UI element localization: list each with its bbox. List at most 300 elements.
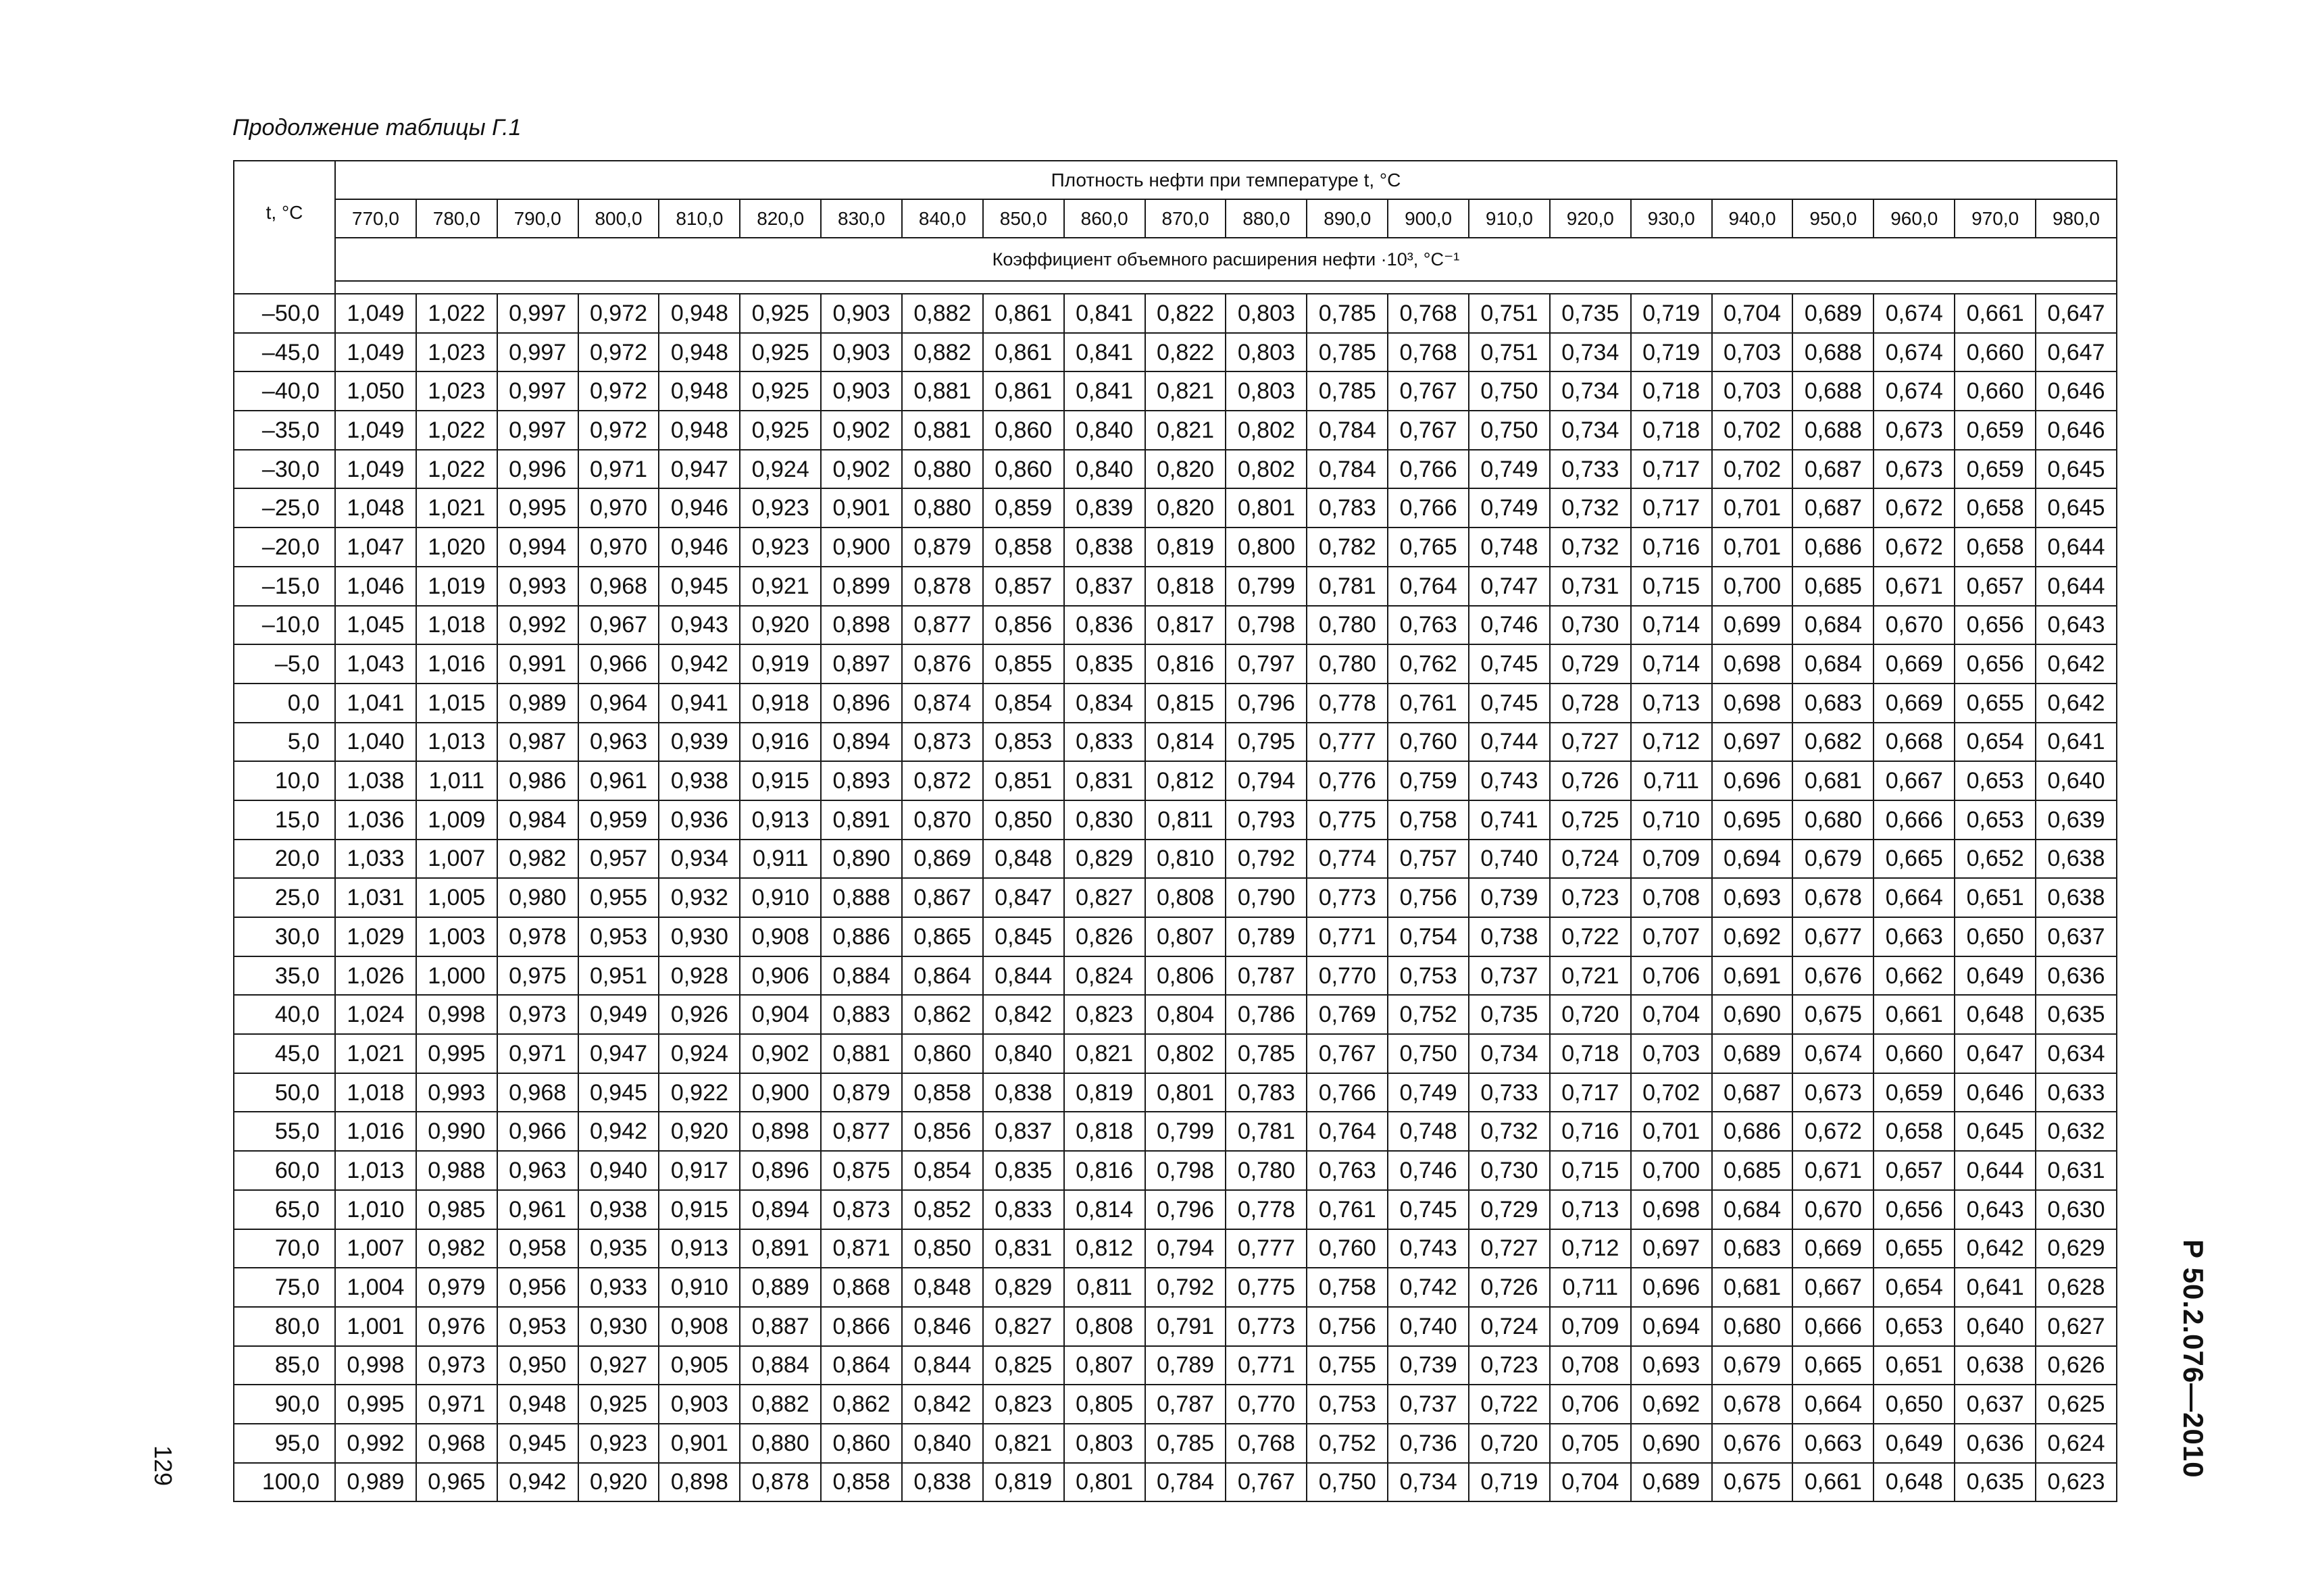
coefficient-cell: 0,816	[1145, 644, 1226, 684]
coefficient-cell: 0,883	[821, 995, 902, 1034]
coefficient-cell: 0,745	[1469, 644, 1550, 684]
coefficient-cell: 0,972	[578, 294, 659, 333]
coefficient-cell: 0,716	[1550, 1112, 1631, 1151]
density-column-header: 870,0	[1145, 199, 1226, 238]
coefficient-cell: 0,785	[1307, 294, 1388, 333]
coefficient-cell: 0,684	[1792, 644, 1873, 684]
coefficient-cell: 0,898	[821, 606, 902, 645]
table-row	[234, 450, 2117, 489]
coefficient-cell: 0,799	[1145, 1112, 1226, 1151]
coefficient-cell: 0,884	[821, 956, 902, 996]
coefficient-cell: 0,644	[2036, 527, 2117, 567]
coefficient-cell: 0,653	[1955, 761, 2036, 800]
coefficient-cell: 0,930	[578, 1307, 659, 1346]
coefficient-cell: 0,881	[821, 1034, 902, 1073]
coefficient-cell: 0,684	[1792, 606, 1873, 645]
coefficient-cell: 0,664	[1792, 1385, 1873, 1424]
coefficient-cell: 1,019	[416, 567, 497, 606]
coefficient-cell: 0,733	[1550, 450, 1631, 489]
coefficient-cell: 0,925	[740, 371, 821, 411]
table-row	[234, 1463, 2117, 1502]
coefficient-cell: 0,686	[1712, 1112, 1793, 1151]
coefficient-cell: 0,992	[497, 606, 578, 645]
coefficient-cell: 0,728	[1550, 684, 1631, 723]
coefficient-cell: 0,669	[1873, 644, 1955, 684]
table-row	[234, 411, 2117, 450]
coefficient-cell: 0,767	[1388, 371, 1469, 411]
coefficient-cell: 0,764	[1388, 567, 1469, 606]
coefficient-cell: 0,777	[1226, 1229, 1307, 1268]
density-column-header: 930,0	[1631, 199, 1712, 238]
coefficient-cell: 0,916	[740, 723, 821, 762]
coefficient-cell: 1,045	[335, 606, 416, 645]
coefficient-cell: 0,786	[1226, 995, 1307, 1034]
coefficient-cell: 0,702	[1631, 1073, 1712, 1112]
coefficient-cell: 0,824	[1064, 956, 1145, 996]
coefficient-cell: 0,874	[902, 684, 983, 723]
coefficient-cell: 0,777	[1307, 723, 1388, 762]
coefficient-cell: 0,861	[983, 333, 1064, 372]
coefficient-cell: 0,908	[740, 917, 821, 956]
coefficient-cell: 0,672	[1792, 1112, 1873, 1151]
coefficient-cell: 0,888	[821, 878, 902, 917]
coefficient-cell: 0,673	[1792, 1073, 1873, 1112]
coefficient-cell: 0,994	[497, 527, 578, 567]
coefficient-cell: 0,716	[1631, 527, 1712, 567]
coefficient-cell: 0,662	[1873, 956, 1955, 996]
coefficient-cell: 0,877	[902, 606, 983, 645]
temperature-cell: 20,0	[234, 840, 335, 879]
coefficient-cell: 0,665	[1873, 840, 1955, 879]
coefficient-cell: 0,797	[1226, 644, 1307, 684]
coefficient-cell: 0,870	[902, 800, 983, 840]
coefficient-cell: 1,023	[416, 333, 497, 372]
coefficient-cell: 0,639	[2036, 800, 2117, 840]
coefficient-cell: 0,722	[1550, 917, 1631, 956]
temperature-cell: –45,0	[234, 333, 335, 372]
coefficient-cell: 0,915	[659, 1190, 740, 1229]
header-gap-row	[234, 281, 2117, 294]
coefficient-cell: 0,766	[1307, 1073, 1388, 1112]
density-column-header: 830,0	[821, 199, 902, 238]
coefficient-cell: 0,785	[1307, 371, 1388, 411]
coefficient-cell: 0,945	[659, 567, 740, 606]
coefficient-cell: 0,774	[1307, 840, 1388, 879]
coefficient-cell: 0,787	[1145, 1385, 1226, 1424]
coefficient-cell: 0,808	[1064, 1307, 1145, 1346]
coefficient-cell: 0,637	[2036, 917, 2117, 956]
coefficient-cell: 0,713	[1631, 684, 1712, 723]
coefficient-cell: 0,761	[1388, 684, 1469, 723]
table-row	[234, 371, 2117, 411]
density-column-header: 800,0	[578, 199, 659, 238]
coefficient-cell: 0,699	[1712, 606, 1793, 645]
coefficient-cell: 0,749	[1388, 1073, 1469, 1112]
coefficient-cell: 0,749	[1469, 488, 1550, 527]
coefficient-cell: 0,875	[821, 1151, 902, 1190]
coefficient-cell: 0,995	[416, 1034, 497, 1073]
coefficient-cell: 0,694	[1631, 1307, 1712, 1346]
coefficient-cell: 0,687	[1712, 1073, 1793, 1112]
coefficient-cell: 0,862	[821, 1385, 902, 1424]
coefficient-cell: 0,791	[1145, 1307, 1226, 1346]
coefficient-cell: 0,647	[2036, 294, 2117, 333]
coefficient-cell: 1,031	[335, 878, 416, 917]
coefficient-cell: 0,860	[983, 411, 1064, 450]
coefficient-cell: 0,812	[1064, 1229, 1145, 1268]
coefficient-cell: 0,858	[983, 527, 1064, 567]
coefficient-cell: 0,927	[578, 1346, 659, 1385]
coefficient-cell: 0,719	[1631, 294, 1712, 333]
coefficient-cell: 0,961	[497, 1190, 578, 1229]
coefficient-cell: 0,768	[1226, 1424, 1307, 1463]
coefficient-cell: 0,989	[497, 684, 578, 723]
coefficient-cell: 1,018	[335, 1073, 416, 1112]
coefficient-cell: 0,641	[1955, 1268, 2036, 1307]
coefficient-cell: 0,690	[1712, 995, 1793, 1034]
coefficient-cell: 0,658	[1955, 527, 2036, 567]
density-column-header: 890,0	[1307, 199, 1388, 238]
coefficient-cell: 0,760	[1307, 1229, 1388, 1268]
coefficient-cell: 0,734	[1550, 371, 1631, 411]
temperature-cell: –25,0	[234, 488, 335, 527]
coefficient-cell: 0,694	[1712, 840, 1793, 879]
coefficient-cell: 0,978	[497, 917, 578, 956]
coefficient-cell: 0,991	[497, 644, 578, 684]
coefficient-cell: 0,646	[2036, 371, 2117, 411]
coefficient-cell: 0,887	[740, 1307, 821, 1346]
coefficient-cell: 0,891	[821, 800, 902, 840]
coefficient-cell: 0,802	[1145, 1034, 1226, 1073]
coefficient-cell: 0,649	[1955, 956, 2036, 996]
temperature-cell: –50,0	[234, 294, 335, 333]
density-column-header: 810,0	[659, 199, 740, 238]
coefficient-cell: 0,919	[740, 644, 821, 684]
coefficient-cell: 0,685	[1792, 567, 1873, 606]
coefficient-cell: 0,650	[1873, 1385, 1955, 1424]
coefficient-cell: 0,845	[983, 917, 1064, 956]
coefficient-cell: 0,982	[497, 840, 578, 879]
coefficient-cell: 0,841	[1064, 294, 1145, 333]
coefficient-cell: 0,698	[1631, 1190, 1712, 1229]
coefficient-cell: 0,633	[2036, 1073, 2117, 1112]
temperature-cell: 75,0	[234, 1268, 335, 1307]
coefficient-cell: 0,703	[1712, 371, 1793, 411]
temperature-cell: 100,0	[234, 1463, 335, 1502]
coefficient-cell: 0,744	[1469, 723, 1550, 762]
table-caption: Продолжение таблицы Г.1	[232, 115, 522, 140]
coefficient-cell: 0,679	[1792, 840, 1873, 879]
coefficient-cell: 0,640	[2036, 761, 2117, 800]
coefficient-cell: 0,911	[740, 840, 821, 879]
coefficient-cell: 0,934	[659, 840, 740, 879]
density-column-header: 840,0	[902, 199, 983, 238]
coefficient-cell: 0,947	[659, 450, 740, 489]
coefficient-cell: 0,811	[1145, 800, 1226, 840]
coefficient-cell: 0,817	[1145, 606, 1226, 645]
coefficient-cell: 0,706	[1550, 1385, 1631, 1424]
coefficient-cell: 0,801	[1145, 1073, 1226, 1112]
coefficient-cell: 0,805	[1064, 1385, 1145, 1424]
coefficient-cell: 0,733	[1469, 1073, 1550, 1112]
table-row	[234, 1112, 2117, 1151]
temperature-cell: 55,0	[234, 1112, 335, 1151]
coefficient-cell: 1,009	[416, 800, 497, 840]
coefficient-cell: 0,753	[1307, 1385, 1388, 1424]
coefficient-cell: 0,830	[1064, 800, 1145, 840]
coefficient-cell: 0,803	[1226, 294, 1307, 333]
coefficient-cell: 1,018	[416, 606, 497, 645]
coefficient-cell: 0,928	[659, 956, 740, 996]
table-row	[234, 1190, 2117, 1229]
coefficient-cell: 0,884	[740, 1346, 821, 1385]
density-column-header: 820,0	[740, 199, 821, 238]
coefficient-cell: 0,636	[1955, 1424, 2036, 1463]
coefficient-cell: 0,821	[983, 1424, 1064, 1463]
coefficient-cell: 0,704	[1550, 1463, 1631, 1502]
coefficient-cell: 0,715	[1631, 567, 1712, 606]
coefficient-cell: 0,764	[1307, 1112, 1388, 1151]
coefficient-cell: 0,936	[659, 800, 740, 840]
coefficient-cell: 0,798	[1145, 1151, 1226, 1190]
coefficient-cell: 0,643	[1955, 1190, 2036, 1229]
coefficient-cell: 1,013	[335, 1151, 416, 1190]
coefficient-cell: 0,758	[1307, 1268, 1388, 1307]
coefficient-cell: 0,643	[2036, 606, 2117, 645]
coefficient-cell: 0,748	[1469, 527, 1550, 567]
coefficient-cell: 0,923	[740, 527, 821, 567]
coefficient-cell: 0,840	[983, 1034, 1064, 1073]
coefficient-cell: 0,657	[1955, 567, 2036, 606]
density-column-header: 940,0	[1712, 199, 1793, 238]
coefficient-cell: 0,986	[497, 761, 578, 800]
coefficient-cell: 0,898	[659, 1463, 740, 1502]
temperature-cell: –5,0	[234, 644, 335, 684]
coefficient-cell: 0,840	[902, 1424, 983, 1463]
coefficient-cell: 0,666	[1792, 1307, 1873, 1346]
coefficient-cell: 0,732	[1550, 488, 1631, 527]
table-row	[234, 333, 2117, 372]
coefficient-cell: 0,997	[497, 333, 578, 372]
coefficient-cell: 0,663	[1792, 1424, 1873, 1463]
coefficient-cell: 0,745	[1388, 1190, 1469, 1229]
coefficient-cell: 0,846	[902, 1307, 983, 1346]
coefficient-cell: 0,861	[983, 371, 1064, 411]
coefficient-cell: 0,669	[1873, 684, 1955, 723]
coefficient-cell: 1,010	[335, 1190, 416, 1229]
page-number: 129	[149, 1445, 177, 1487]
coefficient-cell: 0,799	[1226, 567, 1307, 606]
coefficient-cell: 0,796	[1226, 684, 1307, 723]
coefficient-cell: 0,903	[821, 294, 902, 333]
table-row	[234, 488, 2117, 527]
density-column-header: 970,0	[1955, 199, 2036, 238]
coefficient-cell: 0,689	[1792, 294, 1873, 333]
coefficient-cell: 0,997	[497, 294, 578, 333]
coefficient-cell: 0,720	[1469, 1424, 1550, 1463]
coefficient-cell: 0,910	[659, 1268, 740, 1307]
coefficient-cell: 0,973	[497, 995, 578, 1034]
coefficient-cell: 0,879	[902, 527, 983, 567]
coefficient-cell: 0,943	[659, 606, 740, 645]
coefficient-cell: 0,882	[902, 294, 983, 333]
coefficient-cell: 0,629	[2036, 1229, 2117, 1268]
coefficient-cell: 0,654	[1873, 1268, 1955, 1307]
coefficient-cell: 0,993	[497, 567, 578, 606]
coefficient-cell: 0,910	[740, 878, 821, 917]
table-row	[234, 1073, 2117, 1112]
coefficient-cell: 0,886	[821, 917, 902, 956]
coefficient-cell: 0,755	[1307, 1346, 1388, 1385]
coefficient-cell: 0,792	[1145, 1268, 1226, 1307]
coefficient-cell: 0,871	[821, 1229, 902, 1268]
coefficient-cell: 0,925	[740, 411, 821, 450]
coefficient-cell: 0,742	[1388, 1268, 1469, 1307]
temperature-cell: 95,0	[234, 1424, 335, 1463]
coefficient-cell: 0,787	[1226, 956, 1307, 996]
coefficient-cell: 0,634	[2036, 1034, 2117, 1073]
coefficient-cell: 1,022	[416, 294, 497, 333]
coefficient-cell: 0,656	[1955, 606, 2036, 645]
table-row	[234, 1034, 2117, 1073]
table-row	[234, 1385, 2117, 1424]
coefficient-cell: 0,908	[659, 1307, 740, 1346]
coefficient-cell: 0,658	[1955, 488, 2036, 527]
coefficient-cell: 0,710	[1631, 800, 1712, 840]
coefficient-cell: 0,724	[1469, 1307, 1550, 1346]
coefficient-cell: 0,688	[1792, 371, 1873, 411]
coefficient-cell: 0,704	[1631, 995, 1712, 1034]
coefficient-cell: 1,049	[335, 333, 416, 372]
coefficient-cell: 0,666	[1873, 800, 1955, 840]
coefficient-cell: 0,923	[578, 1424, 659, 1463]
table-row	[234, 840, 2117, 879]
coefficient-cell: 0,803	[1226, 371, 1307, 411]
coefficient-cell: 0,676	[1792, 956, 1873, 996]
coefficient-cell: 1,016	[335, 1112, 416, 1151]
coefficient-cell: 0,718	[1550, 1034, 1631, 1073]
coefficient-cell: 0,674	[1792, 1034, 1873, 1073]
coefficient-cell: 1,004	[335, 1268, 416, 1307]
coefficient-cell: 0,707	[1631, 917, 1712, 956]
coefficient-cell: 0,985	[416, 1190, 497, 1229]
coefficient-cell: 0,833	[1064, 723, 1145, 762]
coefficient-cell: 0,735	[1469, 995, 1550, 1034]
coefficient-cell: 0,998	[416, 995, 497, 1034]
coefficient-cell: 0,968	[497, 1073, 578, 1112]
coefficient-cell: 0,894	[740, 1190, 821, 1229]
coefficient-cell: 0,881	[902, 411, 983, 450]
coefficient-cell: 0,698	[1712, 684, 1793, 723]
coefficient-cell: 0,896	[821, 684, 902, 723]
coefficient-cell: 0,644	[2036, 567, 2117, 606]
table-row	[234, 1424, 2117, 1463]
coefficient-cell: 0,877	[821, 1112, 902, 1151]
coefficient-cell: 0,692	[1712, 917, 1793, 956]
coefficient-cell: 0,995	[497, 488, 578, 527]
coefficient-cell: 0,711	[1550, 1268, 1631, 1307]
coefficient-cell: 0,708	[1631, 878, 1712, 917]
coefficient-cell: 0,635	[1955, 1463, 2036, 1502]
expansion-coefficient-table	[233, 160, 2116, 1502]
density-column-header: 860,0	[1064, 199, 1145, 238]
coefficient-cell: 0,687	[1792, 488, 1873, 527]
coefficient-cell: 0,821	[1145, 411, 1226, 450]
coefficient-cell: 0,972	[578, 371, 659, 411]
coefficient-cell: 0,956	[497, 1268, 578, 1307]
coefficient-cell: 1,048	[335, 488, 416, 527]
coefficient-cell: 0,819	[1145, 527, 1226, 567]
coefficient-cell: 0,922	[659, 1073, 740, 1112]
coefficient-cell: 0,696	[1712, 761, 1793, 800]
coefficient-cell: 0,882	[902, 333, 983, 372]
coefficient-cell: 0,730	[1550, 606, 1631, 645]
coefficient-cell: 0,825	[983, 1346, 1064, 1385]
coefficient-cell: 0,657	[1873, 1151, 1955, 1190]
coefficient-cell: 0,844	[983, 956, 1064, 996]
coefficient-cell: 0,818	[1064, 1112, 1145, 1151]
coefficient-cell: 0,642	[1955, 1229, 2036, 1268]
coefficient-cell: 0,815	[1145, 684, 1226, 723]
coefficient-cell: 0,732	[1550, 527, 1631, 567]
coefficient-cell: 1,049	[335, 294, 416, 333]
density-column-header: 780,0	[416, 199, 497, 238]
coefficient-cell: 0,864	[821, 1346, 902, 1385]
coefficient-cell: 0,784	[1307, 450, 1388, 489]
coefficient-cell: 1,007	[335, 1229, 416, 1268]
coefficient-cell: 0,712	[1550, 1229, 1631, 1268]
coefficient-cell: 0,712	[1631, 723, 1712, 762]
coefficient-cell: 1,001	[335, 1307, 416, 1346]
coefficient-cell: 0,732	[1469, 1112, 1550, 1151]
coefficient-cell: 0,997	[497, 411, 578, 450]
coefficient-cell: 0,746	[1469, 606, 1550, 645]
coefficient-cell: 0,869	[902, 840, 983, 879]
coefficient-cell: 0,713	[1550, 1190, 1631, 1229]
coefficient-cell: 0,659	[1955, 411, 2036, 450]
data-table	[233, 160, 2117, 1502]
coefficient-cell: 0,794	[1226, 761, 1307, 800]
coefficient-cell: 0,778	[1226, 1190, 1307, 1229]
coefficient-cell: 0,842	[902, 1385, 983, 1424]
coefficient-cell: 0,784	[1307, 411, 1388, 450]
coefficient-cell: 0,840	[1064, 411, 1145, 450]
coefficient-cell: 0,941	[659, 684, 740, 723]
coefficient-cell: 0,642	[2036, 644, 2117, 684]
coefficient-cell: 0,920	[740, 606, 821, 645]
coefficient-cell: 0,775	[1226, 1268, 1307, 1307]
coefficient-cell: 0,818	[1145, 567, 1226, 606]
coefficient-cell: 0,773	[1307, 878, 1388, 917]
temperature-cell: –10,0	[234, 606, 335, 645]
coefficient-cell: 0,683	[1712, 1229, 1793, 1268]
coefficient-cell: 0,971	[497, 1034, 578, 1073]
coefficient-cell: 0,803	[1064, 1424, 1145, 1463]
coefficient-cell: 0,739	[1388, 1346, 1469, 1385]
coefficient-cell: 0,853	[983, 723, 1064, 762]
coefficient-cell: 0,674	[1873, 371, 1955, 411]
coefficient-cell: 0,855	[983, 644, 1064, 684]
coefficient-cell: 0,661	[1955, 294, 2036, 333]
coefficient-cell: 0,872	[902, 761, 983, 800]
coefficient-cell: 1,038	[335, 761, 416, 800]
coefficient-cell: 0,646	[1955, 1073, 2036, 1112]
temperature-cell: 35,0	[234, 956, 335, 996]
table-row	[234, 956, 2117, 996]
coefficient-cell: 0,645	[1955, 1112, 2036, 1151]
coefficient-cell: 1,046	[335, 567, 416, 606]
coefficient-cell: 0,751	[1469, 294, 1550, 333]
